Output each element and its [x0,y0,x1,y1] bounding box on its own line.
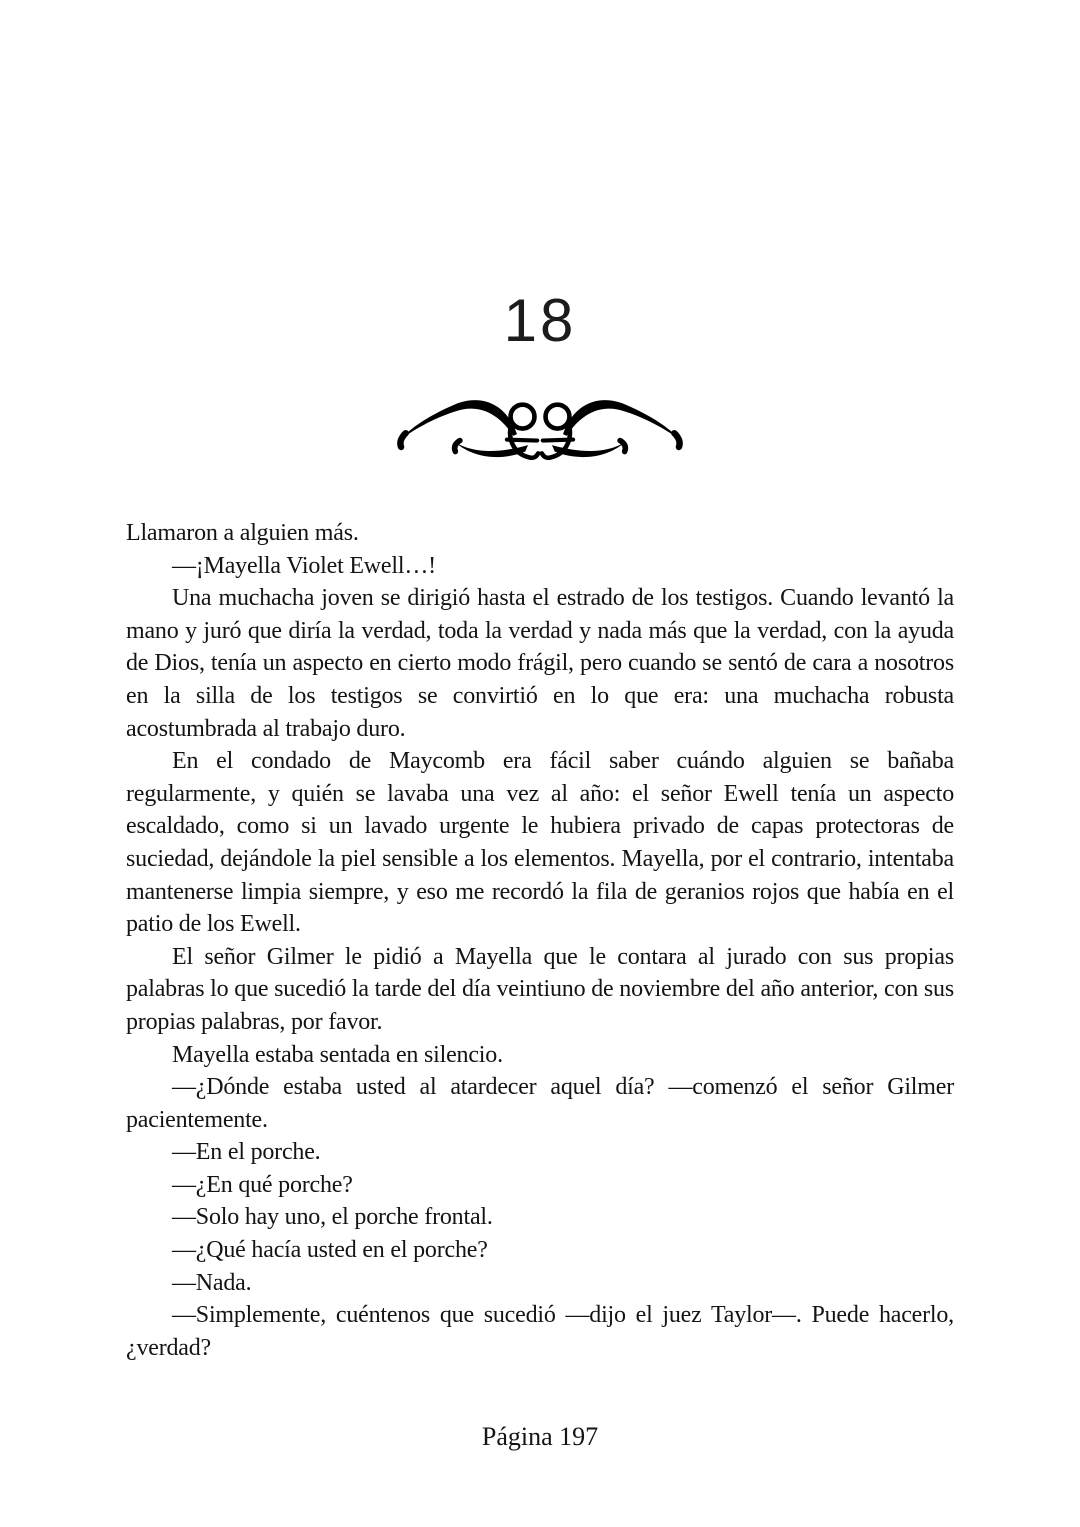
body-paragraph: Una muchacha joven se dirigió hasta el estrado de los testigos. Cuando levantó la mano y juró que diría la verdad, toda la verdad y nada más que la verdad, con la ayuda de Dios, tenía un aspecto en cierto modo frágil, pero cuando se sentó de cara a nosotros en la silla de los testigos se convirtió en lo que era: una muchacha robusta acostumbrada al trabajo duro. [126,585,954,742]
body-paragraph: Llamaron a alguien más. [126,520,359,546]
body-paragraph: —En el porche. [172,1139,321,1166]
body-paragraph: —Solo hay uno, el porche frontal. [172,1204,493,1231]
body-text [126,517,954,1364]
body-paragraph: En el condado de Maycomb era fácil saber cuándo alguien se bañaba regularmente, y quién se lavaba una vez al año: el señor Ewell tenía un aspecto escaldado, como si un lavado urgente le hubiera privado de capas protectoras de suciedad, dejándole la piel sensible a los elementos. Mayella, por el contrario, intentaba mantenerse limpia siempre, y eso me recordó la fila de geranios rojos que había en el patio de los Ewell. [126,748,954,938]
body-paragraph: —¿En qué porche? [172,1171,353,1198]
body-paragraph: El señor Gilmer le pidió a Mayella que le contara al jurado con sus propias palabras lo que sucedió la tarde del día veintiuno de noviembre del año anterior, con sus propias palabras, por favor. [126,943,954,1035]
body-paragraph: —¿Dónde estaba usted al atardecer aquel día? —comenzó el señor Gilmer pacientemente. [126,1074,954,1133]
body-paragraph: —¿Qué hacía usted en el porche? [172,1237,488,1264]
body-paragraph: —¡Mayella Violet Ewell…! [172,552,436,579]
chapter-ornament [126,389,954,481]
body-paragraph: —Simplemente, cuéntenos que sucedió —dijo el juez Taylor—. Puede hacerlo, ¿verdad? [126,1302,954,1361]
page-number-label: Página 197 [481,1422,599,1451]
body-paragraph: Mayella estaba sentada en silencio. [172,1041,503,1068]
chapter-number: 18 [503,287,577,354]
page-footer [0,1422,1080,1452]
body-paragraph: —Nada. [172,1269,252,1296]
flourish-icon [370,389,710,481]
